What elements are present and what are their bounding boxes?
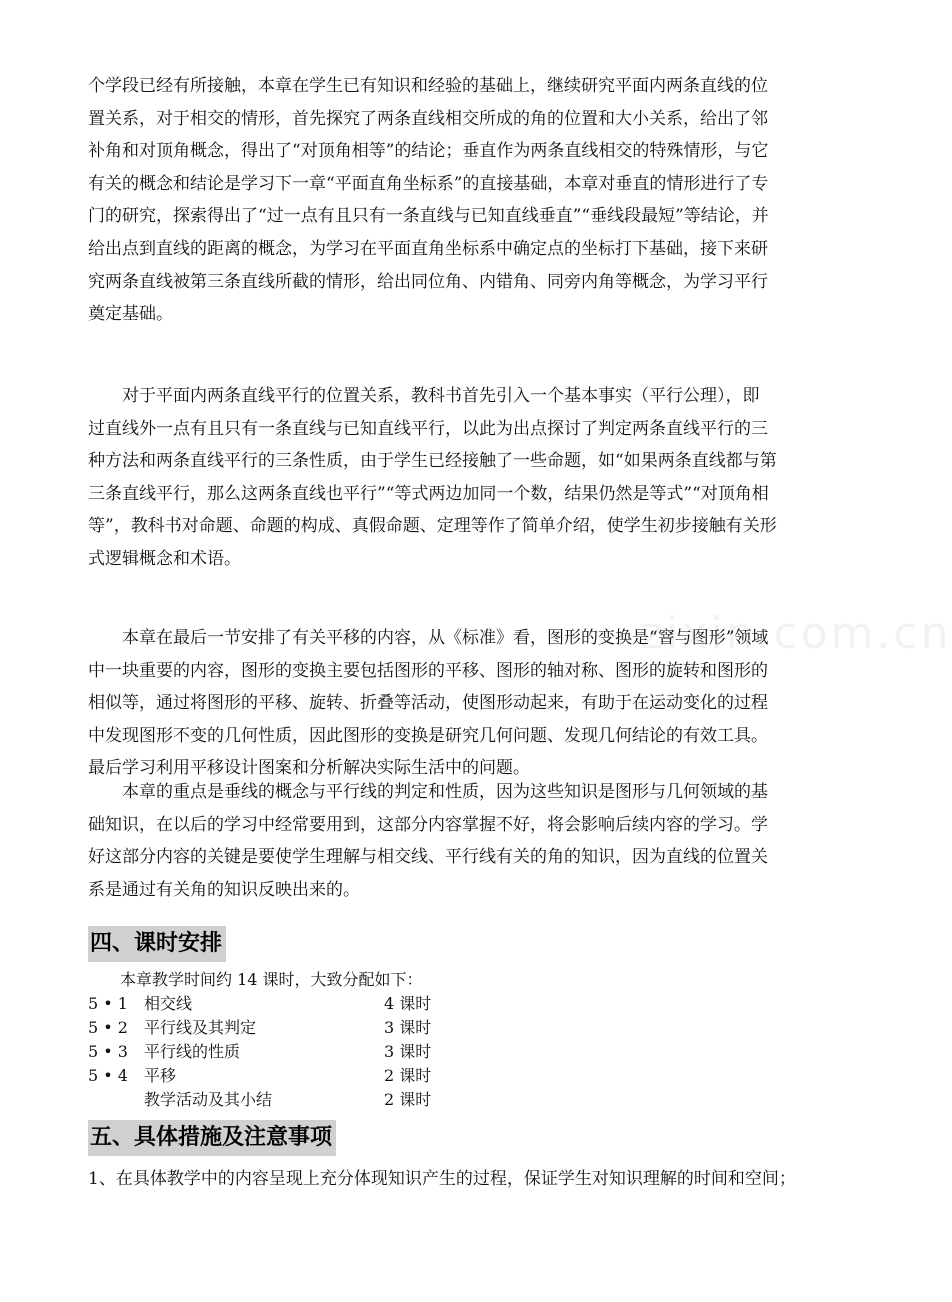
watermark: zixin.com.cn (640, 608, 952, 659)
lesson-title: 平行线的性质 (144, 1042, 241, 1061)
lesson-number: 5 • 2 (88, 1018, 128, 1037)
schedule-row (88, 1040, 588, 1064)
text-line: 好这部分内容的关键是要使学生理解与相交线、平行线有关的角的知识，因为直线的位置关 (88, 847, 768, 868)
text-line: 最后学习利用平移设计图案和分析解决实际生活中的问题。 (88, 758, 530, 779)
lesson-title: 相交线 (144, 994, 193, 1013)
text-line: 补角和对顶角概念，得出了“对顶角相等”的结论；垂直作为两条直线相交的特殊情形，与它 (88, 141, 769, 162)
lesson-hours: 4 课时 (384, 994, 432, 1013)
lesson-hours: 2 课时 (384, 1066, 432, 1085)
lesson-title: 平行线及其判定 (144, 1018, 257, 1037)
schedule-row (88, 1064, 588, 1088)
text-line: 系是通过有关角的知识反映出来的。 (88, 879, 360, 900)
text-line: 中发现图形不变的几何性质，因此图形的变换是研究几何问题、发现几何结论的有效工具。 (88, 725, 768, 746)
text-line: 种方法和两条直线平行的三条性质，由于学生已经接触了一些命题，如“如果两条直线都与第 (88, 451, 777, 472)
lesson-number: 5 • 1 (88, 994, 128, 1013)
text-line: 础知识，在以后的学习中经常要用到，这部分内容掌握不好，将会影响后续内容的学习。学 (88, 814, 768, 835)
text-line: 相似等，通过将图形的平移、旋转、折叠等活动，使图形动起来，有助于在运动变化的过程 (88, 693, 768, 714)
text-line: 过直线外一点有且只有一条直线与已知直线平行，以此为出点探讨了判定两条直线平行的三 (88, 418, 768, 439)
text-line: 本章的重点是垂线的概念与平行线的判定和性质，因为这些知识是图形与几何领域的基 (88, 782, 768, 802)
schedule-row (88, 992, 588, 1016)
text-line: 门的研究，探索得出了“过一点有且只有一条直线与已知直线垂直”“垂线段最短”等结论，并 (88, 206, 769, 227)
measure-item-1: 1、在具体教学中的内容呈现上充分体现知识产生的过程，保证学生对知识理解的时间和空间； (88, 1169, 796, 1189)
schedule-row (88, 1088, 588, 1112)
text-line: 等”，教科书对命题、命题的构成、真假命题、定理等作了简单介绍，使学生初步接触有关形 (88, 516, 777, 537)
text-line: 对于平面内两条直线平行的位置关系，教科书首先引入一个基本事实（平行公理），即 (88, 386, 760, 406)
lesson-number: 5 • 3 (88, 1042, 128, 1061)
lesson-title: 教学活动及其小结 (144, 1090, 273, 1109)
section-heading-schedule: 四、课时安排 (88, 926, 226, 962)
text-line: 有关的概念和结论是学习下一章“平面直角坐标系”的直接基础，本章对垂直的情形进行了专 (88, 173, 769, 194)
paragraph-2 (88, 380, 834, 576)
text-line: 给出点到直线的距离的概念，为学习在平面直角坐标系中确定点的坐标打下基础，接下来研 (88, 238, 768, 259)
text-line: 个学段已经有所接触，本章在学生已有知识和经验的基础上，继续研究平面内两条直线的位 (88, 76, 768, 96)
text-line: 置关系，对于相交的情形，首先探究了两条直线相交所成的角的位置和大小关系，给出了邻 (88, 108, 768, 129)
lesson-number: 5 • 4 (88, 1066, 128, 1085)
paragraph-1 (88, 70, 834, 331)
text-line: 式逻辑概念和术语。 (88, 548, 241, 569)
paragraph-3 (88, 622, 834, 785)
text-line: 本章在最后一节安排了有关平移的内容，从《标准》看，图形的变换是“窨与图形”领域 (88, 628, 769, 648)
schedule-intro: 本章教学时间约 14 课时，大致分配如下： (120, 970, 423, 989)
text-line: 中一块重要的内容，图形的变换主要包括图形的平移、图形的轴对称、图形的旋转和图形的 (88, 660, 768, 681)
lesson-hours: 3 课时 (384, 1018, 432, 1037)
text-line: 究两条直线被第三条直线所截的情形，给出同位角、内错角、同旁内角等概念，为学习平行 (88, 271, 768, 292)
section-heading-measures: 五、具体措施及注意事项 (88, 1120, 336, 1156)
text-line: 奠定基础。 (88, 304, 173, 325)
paragraph-4 (88, 776, 834, 906)
schedule-row (88, 1016, 588, 1040)
lesson-hours: 3 课时 (384, 1042, 432, 1061)
lesson-title: 平移 (144, 1066, 177, 1085)
text-line: 三条直线平行，那么这两条直线也平行”“等式两边加同一个数，结果仍然是等式”“对顶角相 (88, 483, 769, 504)
lesson-hours: 2 课时 (384, 1090, 432, 1109)
